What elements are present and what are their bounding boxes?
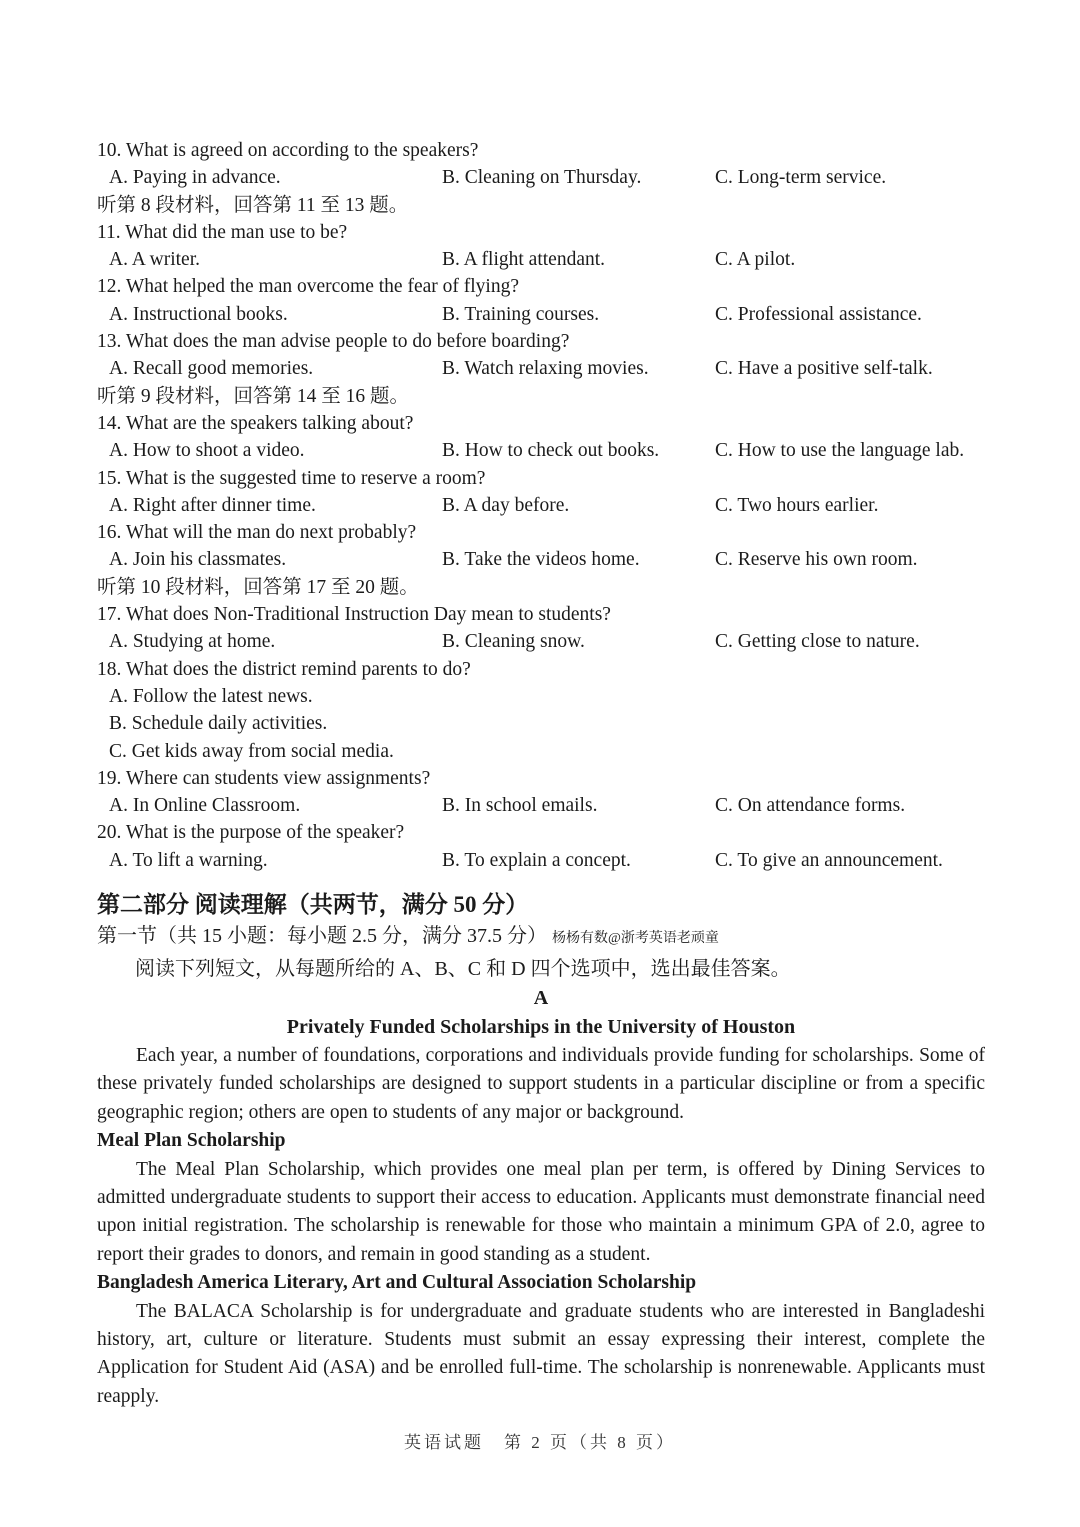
option-a: A. Paying in advance. <box>109 167 281 189</box>
scholarship-heading-meal-plan: Meal Plan Scholarship <box>97 1130 286 1152</box>
question-line-10: 10. What is agreed on according to the speakers? <box>97 140 479 161</box>
question-line-12: 12. What helped the man overcome the fear of flying? <box>97 276 519 298</box>
option-a: A. In Online Classroom. <box>109 795 301 817</box>
part2-title: 第二部分 阅读理解（共两节，满分 50 分） <box>97 892 529 918</box>
option-a: A. Instructional books. <box>109 303 288 325</box>
option-c: C. Long-term service. <box>715 167 887 189</box>
option-b: B. Training courses. <box>442 303 600 325</box>
option-b: B. Watch relaxing movies. <box>442 358 649 380</box>
option-c: C. On attendance forms. <box>715 795 906 817</box>
question-line-20: 20. What is the purpose of the speaker? <box>97 822 405 844</box>
reading-section <box>97 889 985 1411</box>
option-b: B. Take the videos home. <box>442 549 640 571</box>
option-c: C. Reserve his own room. <box>715 549 918 571</box>
material-line-9: 听第 9 段材料，回答第 14 至 16 题。 <box>97 385 410 407</box>
question-line-13: 13. What does the man advise people to do before boarding? <box>97 331 570 353</box>
question-line-14: 14. What are the speakers talking about? <box>97 412 414 434</box>
option-b: B. In school emails. <box>442 795 598 817</box>
material-line-8: 听第 8 段材料，回答第 11 至 13 题。 <box>97 194 409 216</box>
question-line-19: 19. Where can students view assignments? <box>97 767 431 789</box>
options-row-17 <box>97 628 985 655</box>
option-c: C. A pilot. <box>715 249 796 271</box>
option-c: C. To give an announcement. <box>715 849 943 871</box>
section1-line <box>97 921 985 954</box>
option-b: B. A day before. <box>442 494 570 516</box>
reading-instruction: 阅读下列短文，从每题所给的 A、B、C 和 D 四个选项中，选出最佳答案。 <box>135 958 791 981</box>
scholarship-heading-balaca: Bangladesh America Literary, Art and Cultural Association Scholarship <box>97 1272 697 1294</box>
options-row-16 <box>97 546 985 573</box>
option-c: C. Have a positive self-talk. <box>715 358 933 380</box>
option-a: A. Studying at home. <box>109 631 276 653</box>
passage-paragraph-intro: Each year, a number of foundations, corporations and individuals provide funding for scholarships. Some of these privately funded scholarships are designed to support students in a particular discipline or from a specific geographic region; others are open to students of any major or background. <box>97 1045 985 1123</box>
option-a: A. To lift a warning. <box>109 849 268 871</box>
option-c: C. Two hours earlier. <box>715 494 879 516</box>
option-b: B. How to check out books. <box>442 440 660 462</box>
option-c: C. How to use the language lab. <box>715 440 965 462</box>
section1-title: 第一节（共 15 小题：每小题 2.5 分，满分 37.5 分） <box>97 925 547 948</box>
watermark-text: 杨杨有数@浙考英语老顽童 <box>552 931 719 947</box>
options-row-13 <box>97 355 985 382</box>
option-c: C. Getting close to nature. <box>715 631 920 653</box>
option-line-18c: C. Get kids away from social media. <box>109 740 394 762</box>
options-row-11 <box>97 246 985 273</box>
passage-label: A <box>533 987 549 1010</box>
option-b: B. A flight attendant. <box>442 249 606 271</box>
options-row-19 <box>97 792 985 819</box>
question-line-15: 15. What is the suggested time to reserve a room? <box>97 467 486 489</box>
material-line-10: 听第 10 段材料，回答第 17 至 20 题。 <box>97 576 419 598</box>
option-a: A. How to shoot a video. <box>109 440 305 462</box>
options-row-15 <box>97 492 985 519</box>
page-footer: 英语试题 第 2 页（共 8 页） <box>404 1433 676 1452</box>
option-line-18a: A. Follow the latest news. <box>109 685 313 707</box>
question-line-11: 11. What did the man use to be? <box>97 221 348 243</box>
option-line-18b: B. Schedule daily activities. <box>109 713 328 735</box>
listening-section <box>97 137 985 874</box>
option-b: B. Cleaning snow. <box>442 631 585 653</box>
option-a: A. A writer. <box>109 249 200 271</box>
question-line-18: 18. What does the district remind parents to do? <box>97 658 471 680</box>
passage-paragraph-balaca: The BALACA Scholarship is for undergraduate and graduate students who are interested in Bangladeshi history, art, culture or literature. Students must submit an essay expressing their interest, complete the Application for Student Aid (ASA) and be enrolled full-time. The scholarship is nonrenewable. Applicants must reapply. <box>97 1300 985 1407</box>
option-a: A. Right after dinner time. <box>109 494 316 516</box>
option-a: A. Recall good memories. <box>109 358 314 380</box>
passage-title: Privately Funded Scholarships in the University of Houston <box>286 1016 796 1039</box>
question-line-17: 17. What does Non-Traditional Instruction Day mean to students? <box>97 604 611 626</box>
options-row-10 <box>97 164 985 191</box>
option-c: C. Professional assistance. <box>715 303 922 325</box>
option-a: A. Join his classmates. <box>109 549 287 571</box>
options-row-20 <box>97 847 985 874</box>
question-line-16: 16. What will the man do next probably? <box>97 522 417 544</box>
options-row-12 <box>97 301 985 328</box>
option-b: B. Cleaning on Thursday. <box>442 167 642 189</box>
option-b: B. To explain a concept. <box>442 849 631 871</box>
passage-paragraph-meal-plan: The Meal Plan Scholarship, which provides one meal plan per term, is offered by Dining Services to admitted undergraduate students to support their access to education. Applicants must demonstrate financial need upon initial registration. The scholarship is renewable for those who maintain a minimum GPA of 2.0, agree to report their grades to donors, and remain in good standing as a student. <box>97 1158 985 1265</box>
options-row-14 <box>97 437 985 464</box>
